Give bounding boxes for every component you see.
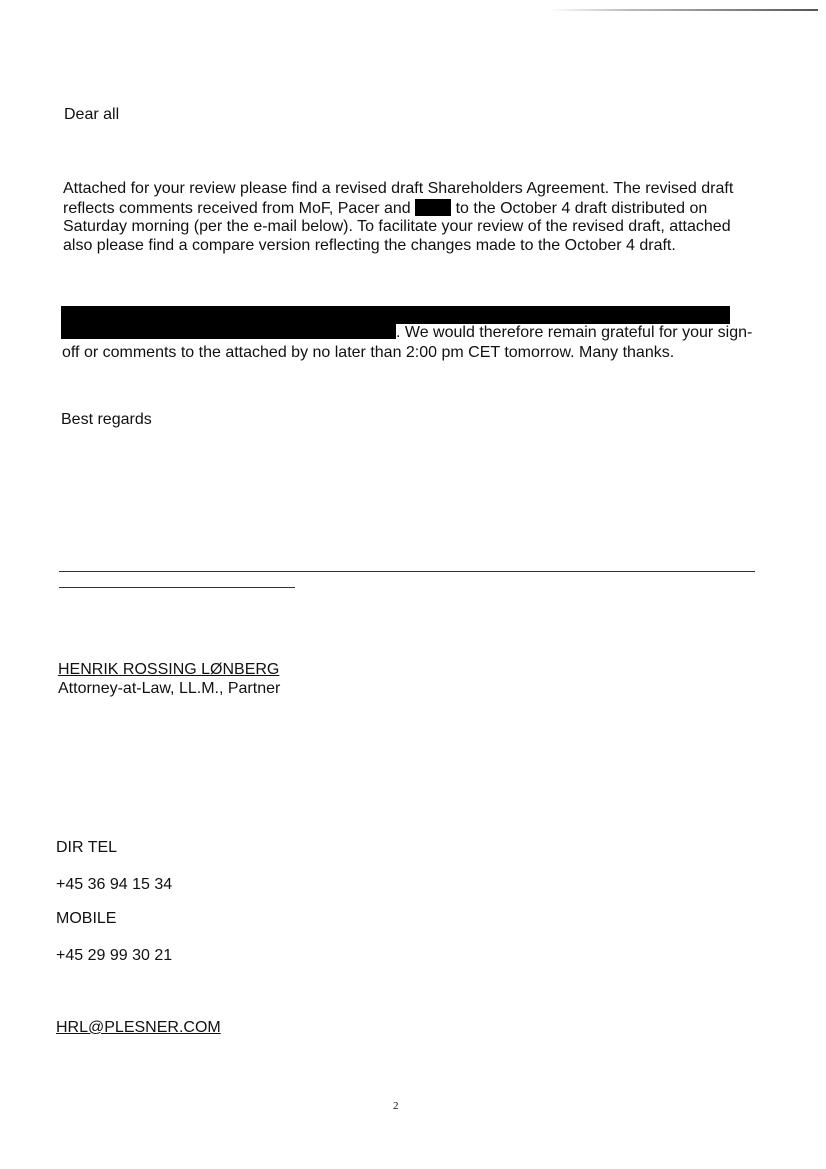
body-paragraph-2-line: . We would therefore remain grateful for your sign- bbox=[396, 324, 753, 341]
signature-name: HENRIK ROSSING LØNBERG bbox=[58, 661, 280, 678]
page-number: 2 bbox=[393, 1100, 399, 1112]
greeting: Dear all bbox=[64, 106, 120, 123]
mobile-label: MOBILE bbox=[56, 910, 117, 927]
paragraph-text: Attached for your review please find a revised draft Shareholders Agreement. The revised draft reflects comments received from MoF, Pacer and bbox=[63, 180, 734, 217]
redaction-block bbox=[61, 306, 730, 324]
closing: Best regards bbox=[61, 411, 152, 428]
paragraph-text: to the October 4 draft distributed on Saturday morning (per the e-mail below). To facilitate your review of the revised draft, attached also please find a compare version reflecting the changes made to the October 4 draft. bbox=[63, 199, 731, 254]
dir-tel-value: +45 36 94 15 34 bbox=[56, 876, 173, 893]
scan-artifact-line bbox=[548, 9, 818, 11]
signature-title: Attorney-at-Law, LL.M., Partner bbox=[58, 680, 281, 697]
body-paragraph-1 bbox=[63, 180, 763, 255]
email-link[interactable]: HRL@PLESNER.COM bbox=[56, 1019, 221, 1036]
body-paragraph-2-line: off or comments to the attached by no later than 2:00 pm CET tomorrow. Many thanks. bbox=[62, 344, 675, 361]
mobile-value: +45 29 99 30 21 bbox=[56, 947, 173, 964]
redaction-block bbox=[61, 323, 396, 339]
redaction-block bbox=[415, 199, 451, 216]
dir-tel-label: DIR TEL bbox=[56, 839, 118, 856]
divider bbox=[59, 587, 295, 588]
divider bbox=[59, 571, 755, 572]
